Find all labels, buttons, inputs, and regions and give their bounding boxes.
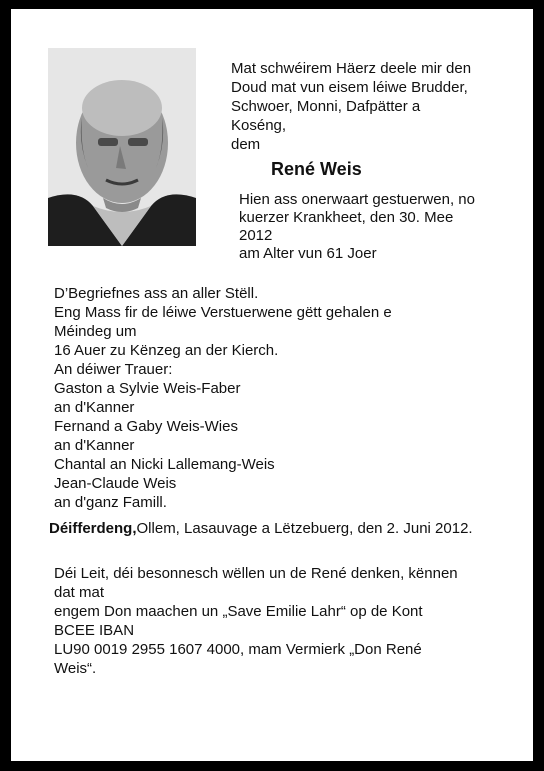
deceased-name: René Weis [271, 159, 362, 179]
donation-line: LU90 0019 2955 1607 4000, mam Vermierk „Don René [54, 641, 422, 658]
body-line: Eng Mass fir de léiwe Verstuerwene gëtt gehalen e [54, 304, 392, 321]
body-line: An déiwer Trauer: [54, 361, 173, 378]
body-line: 16 Auer zu Kënzeg an der Kierch. [54, 342, 279, 359]
intro-line: Koséng, [231, 117, 287, 134]
donation-line: dat mat [54, 584, 105, 601]
intro-line: Doud mat vun eisem léiwe Brudder, [231, 79, 468, 96]
body-line: Chantal an Nicki Lallemang-Weis [54, 456, 275, 473]
body-line: an d'ganz Famill. [54, 494, 167, 511]
body-line: an d'Kanner [54, 437, 135, 454]
portrait-photo [48, 48, 196, 246]
donation-line: Déi Leit, déi besonnesch wëllen un de René denken, kënnen [54, 565, 458, 582]
body-line: Gaston a Sylvie Weis-Faber [54, 380, 241, 397]
death-line: Hien ass onerwaart gestuerwen, no [239, 191, 475, 208]
intro-line: Schwoer, Monni, Dafpätter a [231, 98, 421, 115]
death-line: 2012 [239, 227, 273, 244]
body-line: Fernand a Gaby Weis-Wies [54, 418, 238, 435]
intro-line: dem [231, 136, 261, 153]
body-line: an d'Kanner [54, 399, 135, 416]
place-town: Déifferdeng, [49, 520, 137, 537]
intro-line: Mat schwéirem Häerz deele mir den [231, 60, 472, 77]
obituary-card [11, 9, 533, 761]
body-line: D’Begriefnes ass an aller Stëll. [54, 285, 259, 302]
body-line: Jean-Claude Weis [54, 475, 177, 492]
body-line: Méindeg um [54, 323, 137, 340]
donation-line: Weis“. [54, 660, 97, 677]
donation-line: BCEE IBAN [54, 622, 135, 639]
place-date-line [49, 520, 473, 538]
death-line: kuerzer Krankheet, den 30. Mee [239, 209, 454, 226]
place-rest: Ollem, Lasauvage a Lëtzebuerg, den 2. Juni 2012. [136, 520, 473, 537]
donation-line: engem Don maachen un „Save Emilie Lahr“ op de Kont [54, 603, 423, 620]
death-line: am Alter vun 61 Joer [239, 245, 377, 262]
